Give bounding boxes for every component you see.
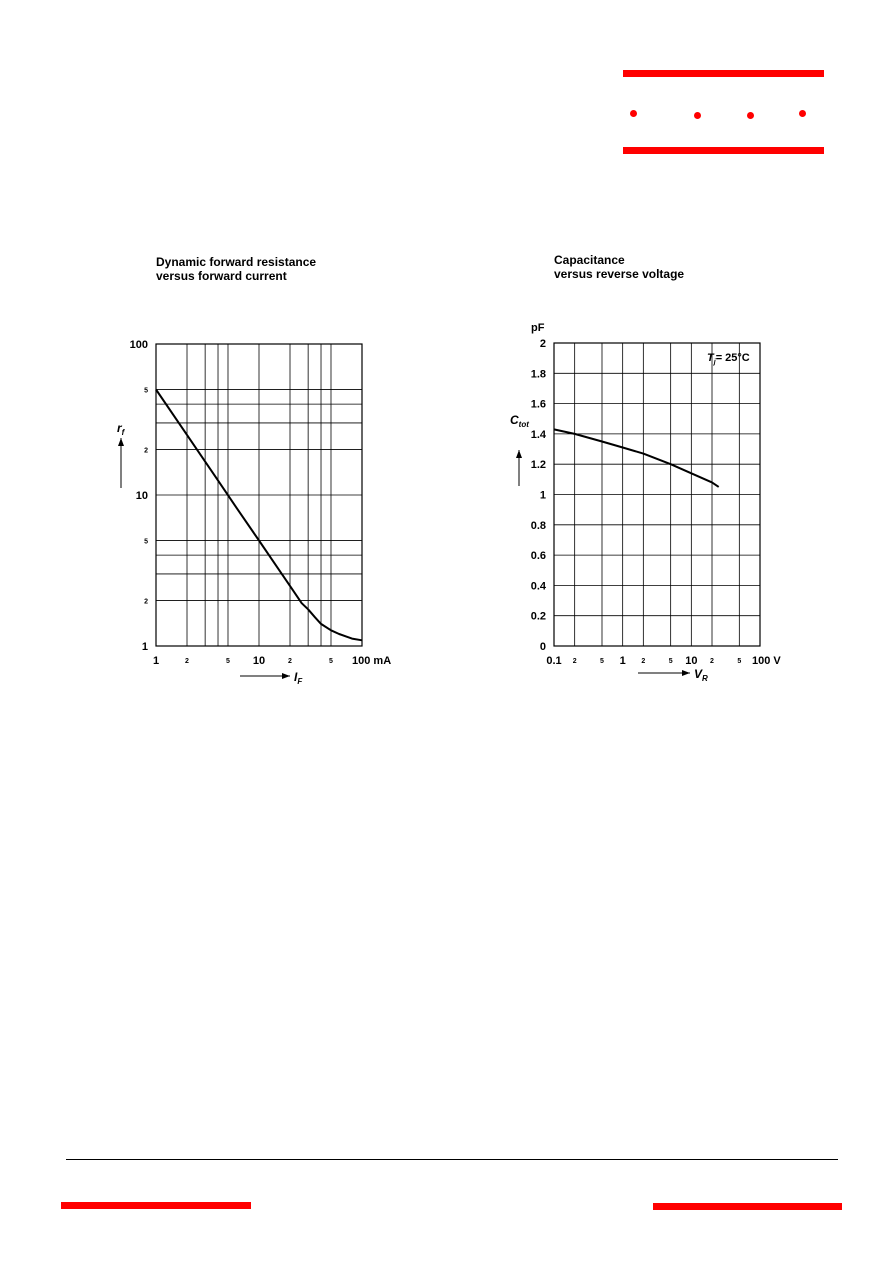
x-tick-label: 100 V [752,655,781,667]
y-tick-label: 1 [539,489,546,502]
data-series-line [554,429,719,487]
chart-1-title-line: versus forward current [156,269,287,283]
y-tick-label: 1.6 [530,398,546,411]
y-tick-label: 2 [144,598,148,606]
y-tick-label: 10 [135,490,148,502]
y-axis-label: $r_f$ [117,421,125,437]
y-tick-label: 1.8 [530,368,546,381]
x-tick-label: 5 [600,658,604,665]
y-tick-label: 2 [539,338,546,350]
y-tick-label: 100 [129,339,148,351]
x-tick-label: 0.1 [546,655,562,667]
chart-1-title-line: Dynamic forward resistance [156,255,317,269]
x-tick-label: 2 [288,658,292,665]
y-tick-label: 1 [141,641,148,653]
x-axis-label: $I_F$ [294,670,303,686]
y-tick-label: 0.6 [530,550,546,563]
chart-2-title-line: Capacitance [554,253,625,267]
footer-right-bar [653,1203,842,1210]
x-tick-label: 10 [252,655,266,667]
y-tick-label: 0.4 [530,580,546,593]
x-tick-label: 5 [226,658,230,665]
y-unit-label: pF [531,322,545,334]
footer-rule [66,1159,838,1160]
footer-left-bar [61,1202,251,1209]
x-tick-label: 100 mA [352,655,392,667]
y-tick-label: 5 [144,387,148,395]
x-tick-label: 2 [572,658,577,665]
y-tick-label: 0.2 [530,610,546,623]
x-tick-label: 2 [185,658,189,665]
x-tick-label: 5 [668,658,673,665]
x-axis-label: $V_R$ [694,667,708,683]
x-axis-arrowhead [682,670,690,676]
x-tick-label: 10 [685,655,698,667]
y-axis-arrowhead [516,450,522,458]
y-tick-label: 0 [539,641,546,653]
temperature-annotation: $T_j= 25^\circ C$ [707,352,750,366]
chart-2-title-line: versus reverse voltage [554,267,685,281]
x-tick-label: 2 [710,658,714,665]
x-tick-label: 2 [641,658,646,665]
y-tick-label: 2 [144,447,148,455]
x-tick-label: 1 [619,655,626,667]
y-tick-label: 0.8 [530,519,546,532]
y-tick-label: 1.4 [530,428,546,441]
x-tick-label: 1 [152,655,160,667]
y-axis-label: $C_{tot}$ [510,413,529,429]
y-tick-label: 1.2 [530,459,546,472]
x-tick-label: 5 [329,658,333,665]
y-tick-label: 5 [144,538,148,546]
x-tick-label: 5 [737,658,742,665]
